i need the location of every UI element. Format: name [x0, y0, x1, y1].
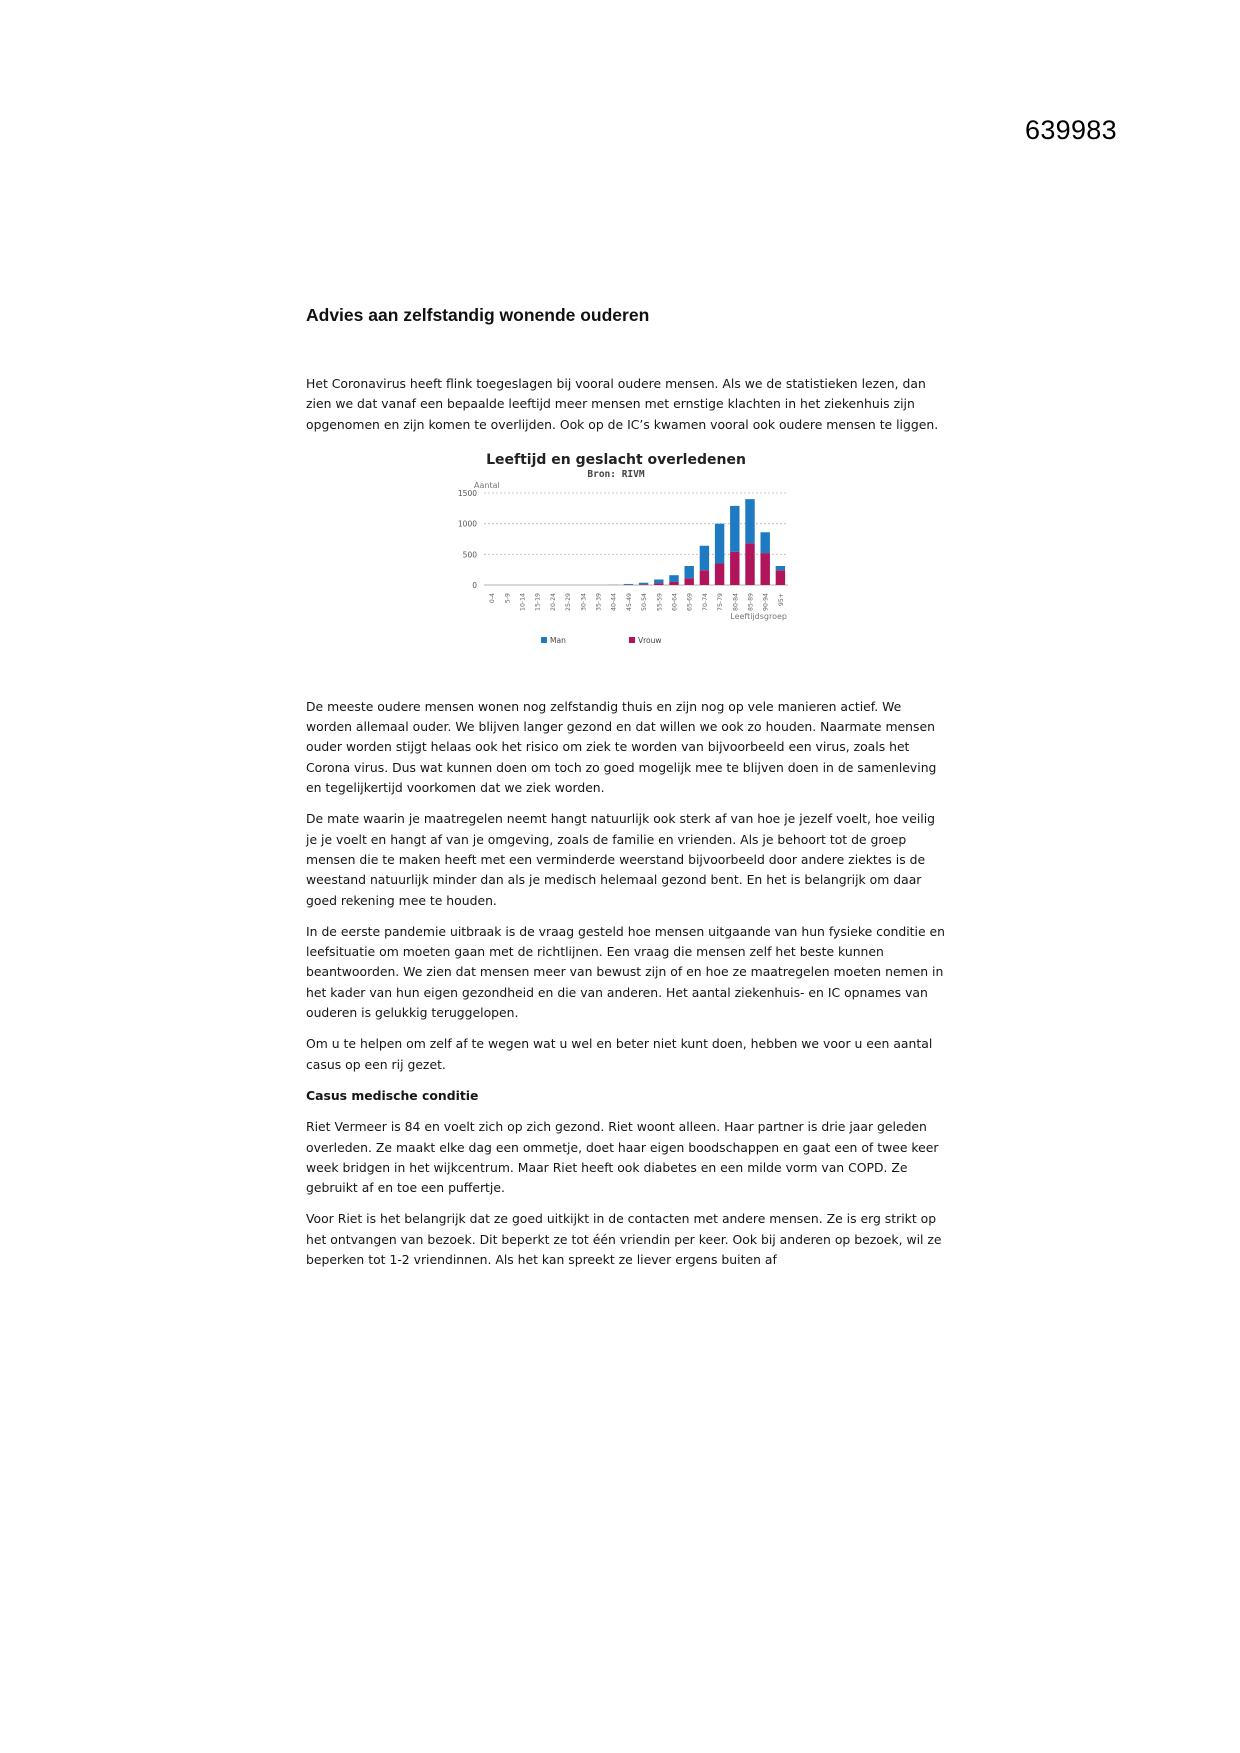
x-tick-label: 70-74 — [701, 592, 709, 611]
x-tick-label: 0-4 — [489, 592, 497, 603]
x-tick-label: 85-89 — [747, 592, 755, 611]
body-paragraph: De meeste oudere mensen wonen nog zelfstandig thuis en zijn nog op vele manieren actief. We worden allemaal ouder. We blijven langer gezond en dat willen we ook zo houden. Naarmate mensen ouder worden stijgt helaas ook het risico om ziek te worden van bijvoorbeeld een virus, zoals het Corona virus. Dus wat kunnen doen om toch zo goed mogelijk mee te blijven doen in de samenleving en tegelijkertijd voorkomen dat we ziek worden. — [306, 698, 937, 796]
bar-vrouw — [700, 570, 709, 585]
x-tick-label: 20-24 — [549, 592, 557, 611]
bar-man — [745, 499, 754, 543]
deaths-chart — [306, 446, 946, 688]
bar-vrouw — [776, 570, 785, 585]
x-tick-label: 90-94 — [762, 592, 770, 611]
bar-vrouw — [654, 583, 663, 585]
x-tick-label: 25-29 — [565, 592, 573, 611]
y-tick-label: 1000 — [457, 519, 477, 529]
x-axis-label: Leeftijdsgroep — [730, 611, 787, 621]
bar-man — [776, 566, 785, 570]
legend-swatch-man — [541, 637, 547, 643]
x-tick-label: 5-9 — [504, 592, 512, 603]
x-tick-label: 30-34 — [580, 592, 588, 611]
case-heading: Casus medische conditie — [306, 1087, 479, 1103]
bar-man — [700, 546, 709, 571]
body-paragraph: In de eerste pandemie uitbraak is de vraag gesteld hoe mensen uitgaande van hun fysieke conditie en leefsituatie om moeten gaan met de richtlijnen. Een vraag die mensen zelf het beste kunnen beantwoorden. We zien dat mensen meer van bewust zijn of en hoe ze maatregelen moeten nemen in het kader van hun eigen gezondheid en die van anderen. Het aantal ziekenhuis- en IC opnames van ouderen is gelukkig teruggelopen. — [306, 923, 946, 1021]
y-tick-label: 1500 — [457, 488, 477, 498]
x-tick-label: 35-39 — [595, 592, 603, 611]
legend-label-vrouw: Vrouw — [638, 635, 662, 645]
bar-man — [730, 506, 739, 552]
case-paragraph: Voor Riet is het belangrijk dat ze goed uitkijkt in de contacten met andere mensen. Ze is erg strikt op het ontvangen van bezoek. Dit beperkt ze tot één vriendin per keer. Ook bij anderen op bezoek, wil ze beperken tot 1-2 vriendinnen. Als het kan spreekt ze liever ergens buiten af — [306, 1211, 942, 1268]
bar-vrouw — [669, 582, 678, 585]
bar-vrouw — [684, 578, 693, 585]
document-number: 639983 — [1025, 115, 1117, 145]
chart-subtitle: Bron: RIVM — [587, 468, 645, 480]
body-paragraph: De mate waarin je maatregelen neemt hangt natuurlijk ook sterk af van hoe je jezelf voelt, hoe veilig je je voelt en hangt af van je omgeving, zoals de familie en vrienden. Als je behoort tot de groep mensen die te maken heeft met een verminderde weerstand bijvoorbeeld door andere ziektes is de weestand natuurlijk minder dan als je medisch helemaal gezond bent. En het is belangrijk om daar goed rekening mee te houden. — [306, 811, 936, 908]
chart-title: Leeftijd en geslacht overledenen — [486, 451, 746, 468]
y-axis-label: Aantal — [474, 480, 500, 490]
bar-man — [760, 532, 769, 553]
document-body — [306, 305, 946, 1281]
bar-man — [715, 524, 724, 564]
x-tick-label: 80-84 — [732, 592, 740, 611]
x-tick-label: 95+ — [777, 592, 785, 606]
x-tick-label: 65-69 — [686, 592, 694, 611]
body-paragraph: Om u te helpen om zelf af te wegen wat u wel en beter niet kunt doen, hebben we voor u een aantal casus op een rij gezet. — [306, 1036, 933, 1072]
page-title: Advies aan zelfstandig wonende ouderen — [306, 305, 650, 325]
x-tick-label: 15-19 — [534, 592, 542, 611]
bar-vrouw — [745, 543, 754, 585]
bar-man — [654, 579, 663, 583]
y-tick-label: 500 — [462, 550, 477, 560]
x-tick-label: 55-59 — [656, 592, 664, 611]
x-tick-label: 45-49 — [625, 592, 633, 611]
bar-vrouw — [715, 563, 724, 584]
x-tick-label: 10-14 — [519, 592, 527, 611]
legend-label-man: Man — [550, 635, 566, 645]
bar-man — [669, 575, 678, 582]
x-tick-label: 50-54 — [641, 592, 649, 611]
intro-paragraph: Het Coronavirus heeft flink toegeslagen bij vooral oudere mensen. Als we de statistieken lezen, dan zien we dat vanaf een bepaalde leeftijd meer mensen met ernstige klachten in het ziekenhuis zijn opgenomen en zijn komen te overlijden. Ook op de IC’s kwamen vooral ook oudere mensen te liggen. — [306, 376, 939, 432]
bar-man — [624, 584, 633, 585]
x-tick-label: 60-64 — [671, 592, 679, 611]
bar-man — [639, 583, 648, 585]
legend-swatch-vrouw — [629, 637, 635, 643]
bar-vrouw — [639, 584, 648, 585]
bar-vrouw — [730, 552, 739, 585]
chart-canvas — [306, 446, 946, 688]
y-tick-label: 0 — [472, 580, 477, 590]
x-tick-label: 75-79 — [717, 592, 725, 611]
bar-vrouw — [760, 553, 769, 585]
bar-man — [684, 566, 693, 578]
x-tick-label: 40-44 — [610, 592, 618, 611]
case-paragraph: Riet Vermeer is 84 en voelt zich op zich gezond. Riet woont alleen. Haar partner is drie jaar geleden overleden. Ze maakt elke dag een ommetje, doet haar eigen boodschappen en gaat een of twee keer week bridgen in het wijkcentrum. Maar Riet heeft ook diabetes en een milde vorm van COPD. Ze gebruikt af en toe een puffertje. — [306, 1119, 939, 1196]
